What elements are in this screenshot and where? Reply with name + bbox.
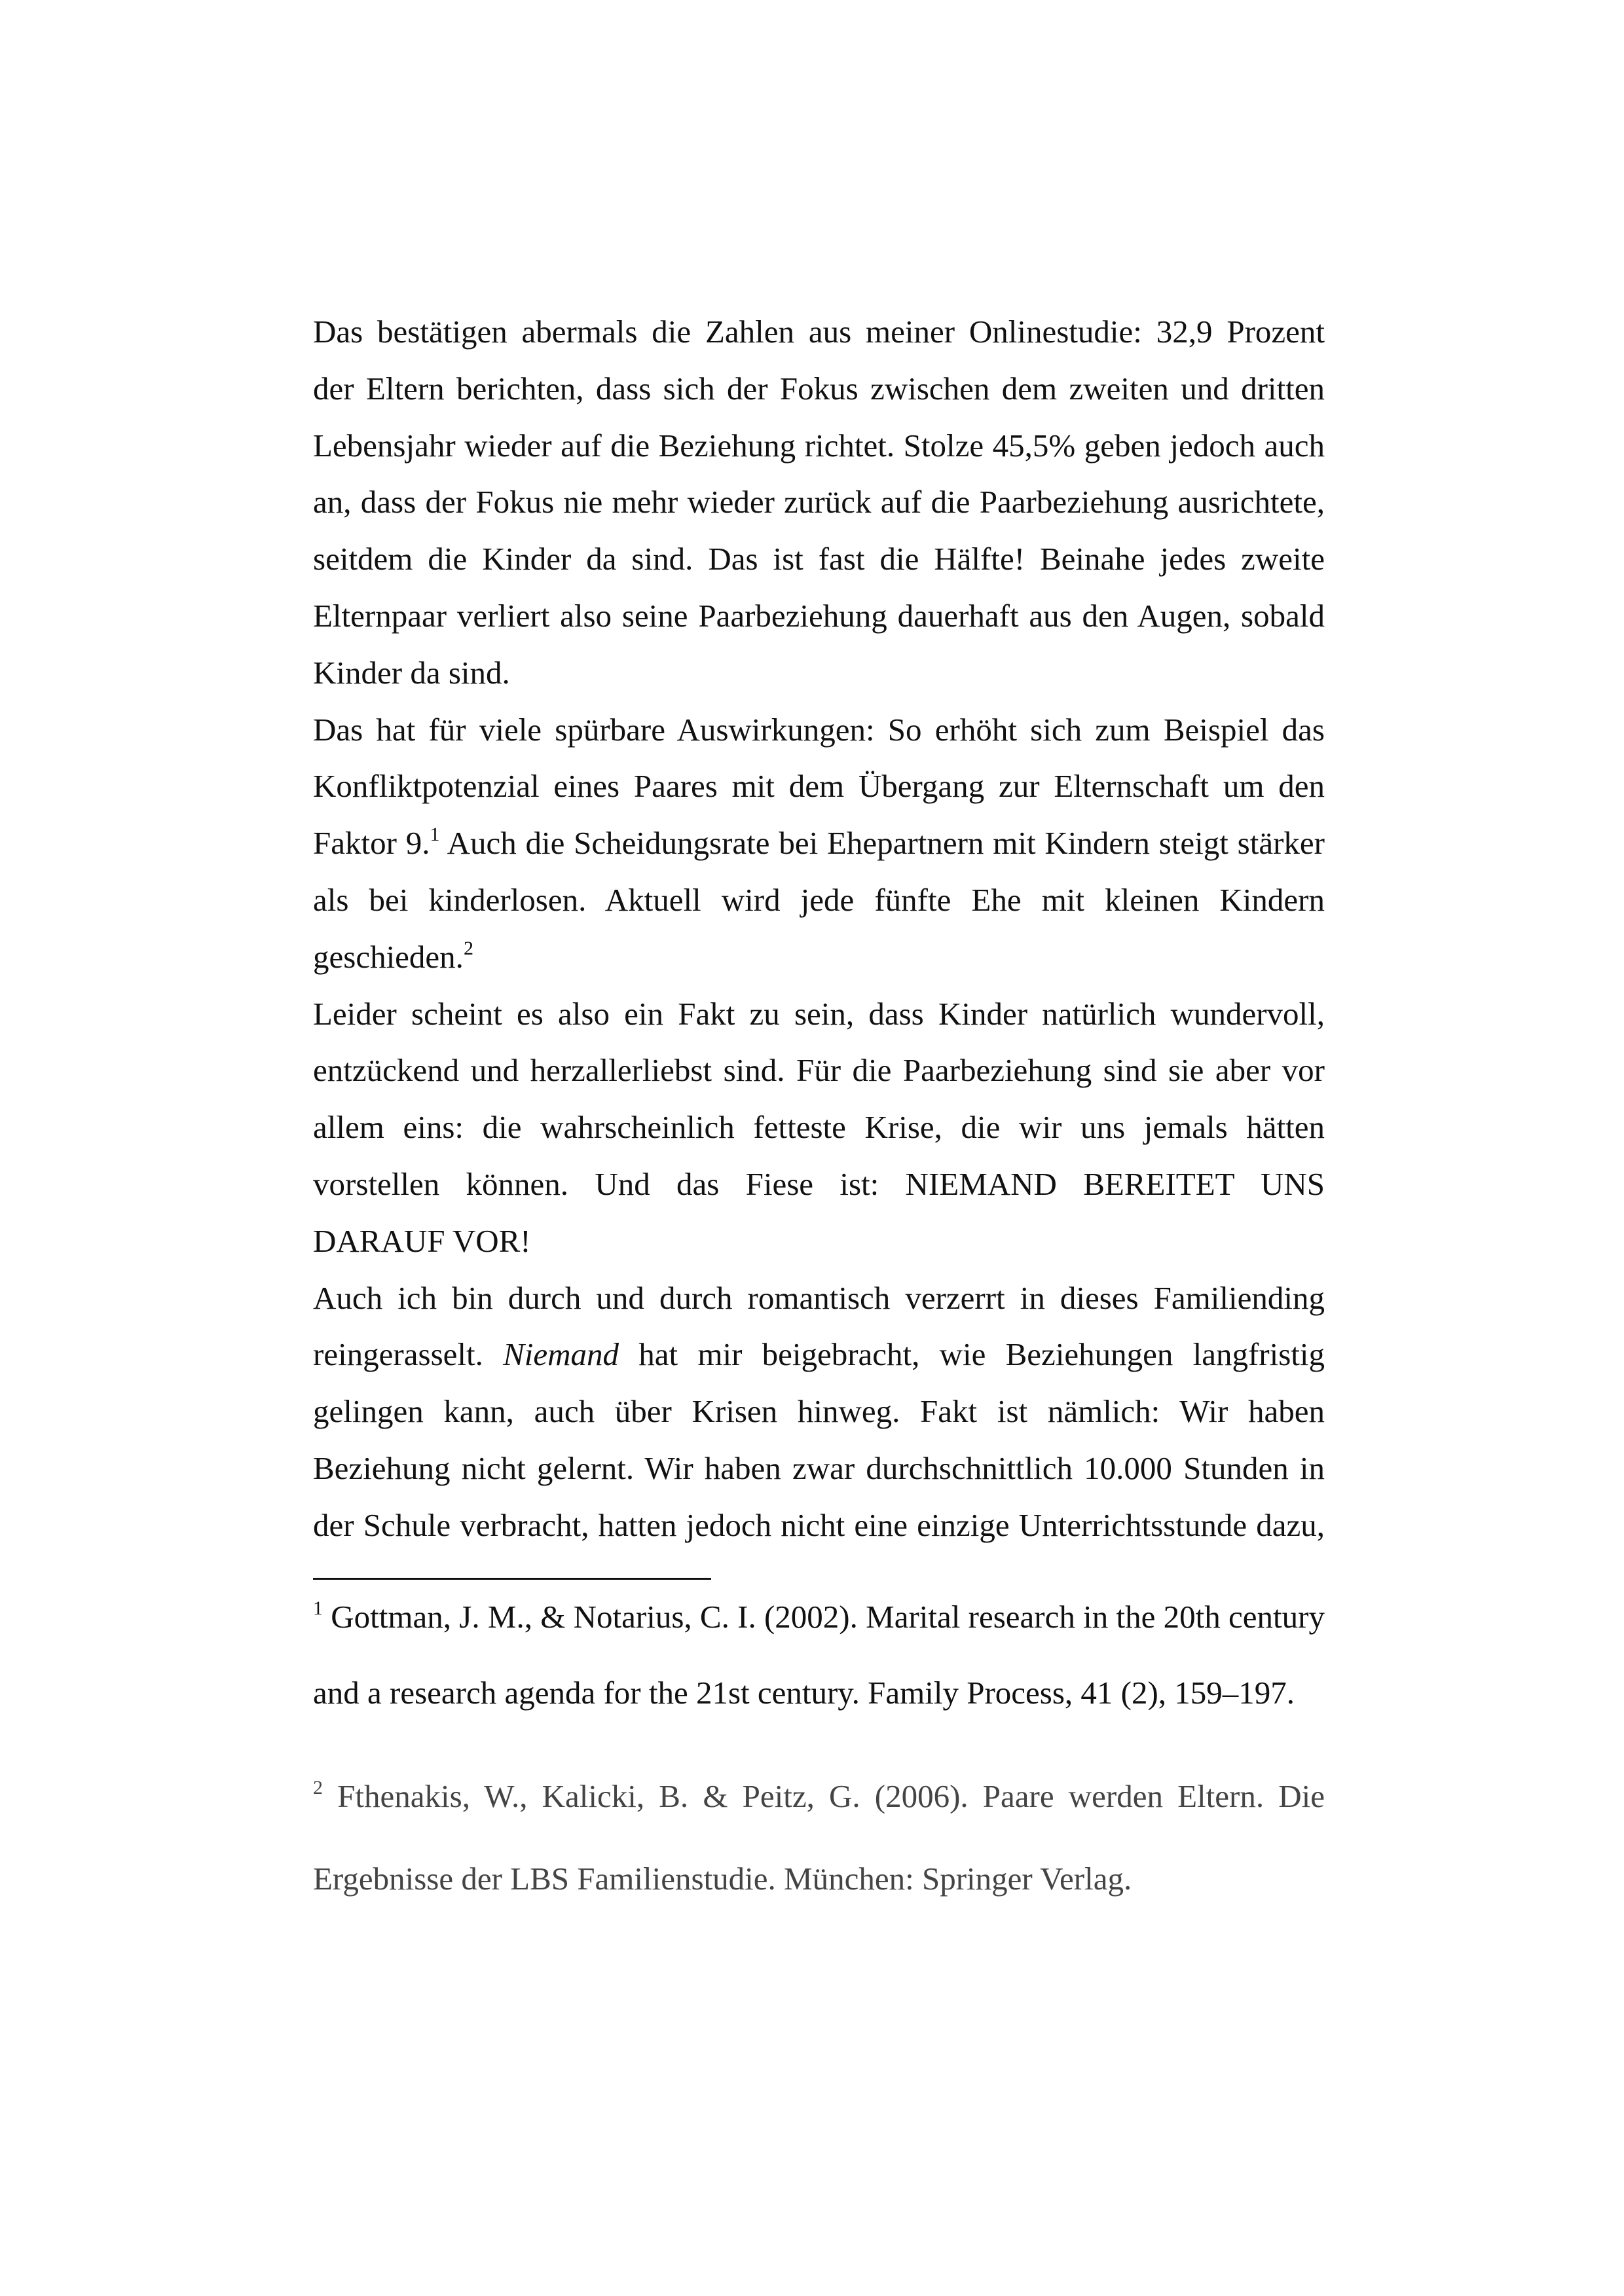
text-segment: DARAUF VOR! (313, 1222, 531, 1259)
text-line (313, 1042, 1325, 1099)
text-segment: Lebensjahr wieder auf die Beziehung richtet. Stolze 45,5% geben jedoch auch (313, 427, 1325, 464)
text-line (313, 588, 1325, 645)
footnote-1-text: Gottman, J. M., & Notarius, C. I. (2002). Marital research in the 20th century (331, 1599, 1325, 1635)
text-segment: Konfliktpotenzial eines Paares mit dem Übergang zur Elternschaft um den (313, 768, 1325, 805)
text-line (313, 702, 1325, 759)
text-segment: reingerasselt. (313, 1336, 504, 1373)
text-line (313, 1440, 1325, 1497)
text-segment: Elternpaar verliert also seine Paarbeziehung dauerhaft aus den Augen, sobald (313, 597, 1325, 634)
text-segment: Kinder da sind. (313, 654, 510, 691)
text-line (313, 1383, 1325, 1440)
text-line (313, 361, 1325, 418)
text-segment: entzückend und herzallerliebst sind. Für die Paarbeziehung sind sie aber vor (313, 1052, 1325, 1089)
footnote-2-text: Fthenakis, W., Kalicki, B. & Peitz, G. (2006). Paare werden Eltern. Die (337, 1778, 1325, 1814)
footnote-1-line-1 (313, 1597, 1325, 1637)
text-segment: Auch die Scheidungsrate bei Ehepartnern mit Kindern steigt stärker (439, 825, 1325, 862)
footnote-1-line-2: and a research agenda for the 21st century. Family Process, 41 (2), 159–197. (313, 1675, 1295, 1711)
text-segment: der Schule verbracht, hatten jedoch nicht eine einzige Unterrichtsstunde dazu, (313, 1506, 1325, 1543)
text-segment: allem eins: die wahrscheinlich fetteste Krise, die wir uns jemals hätten (313, 1109, 1325, 1146)
text-segment: Leider scheint es also ein Fakt zu sein, dass Kinder natürlich wundervoll, (313, 995, 1325, 1032)
body-text (313, 304, 1325, 1554)
text-line (313, 1099, 1325, 1156)
text-line (313, 645, 1325, 702)
text-line (313, 1326, 1325, 1383)
text-segment: hat mir beigebracht, wie Beziehungen langfristig (619, 1336, 1325, 1373)
text-line (313, 474, 1325, 531)
text-segment: seitdem die Kinder da sind. Das ist fast die Hälfte! Beinahe jedes zweite (313, 541, 1325, 577)
text-segment: Das hat für viele spürbare Auswirkungen: So erhöht sich zum Beispiel das (313, 711, 1325, 748)
text-segment: vorstellen können. Und das Fiese ist: NIEMAND BEREITET UNS (313, 1165, 1325, 1202)
footnote-2-line-1 (313, 1777, 1325, 1816)
text-line (313, 418, 1325, 475)
text-segment: als bei kinderlosen. Aktuell wird jede fünfte Ehe mit kleinen Kindern (313, 881, 1325, 918)
footnote-2-line-2: Ergebnisse der LBS Familienstudie. München: Springer Verlag. (313, 1861, 1132, 1897)
text-line (313, 531, 1325, 588)
text-line (313, 758, 1325, 815)
text-line (313, 304, 1325, 361)
emphasis-text: Niemand (503, 1336, 619, 1373)
footnote-1-number: 1 (313, 1597, 323, 1619)
text-segment: Beziehung nicht gelernt. Wir haben zwar durchschnittlich 10.000 Stunden in (313, 1449, 1325, 1486)
text-segment: geschieden. (313, 938, 464, 975)
text-line (313, 1213, 1325, 1270)
text-segment: Auch ich bin durch und durch romantisch verzerrt in dieses Familiending (313, 1279, 1325, 1316)
text-line (313, 815, 1325, 872)
text-segment: Das bestätigen abermals die Zahlen aus meiner Onlinestudie: 32,9 Prozent (313, 314, 1325, 350)
text-segment: an, dass der Fokus nie mehr wieder zurück auf die Paarbeziehung ausrichtete, (313, 484, 1325, 520)
text-line (313, 1270, 1325, 1327)
text-line (313, 872, 1325, 929)
text-segment: Faktor 9. (313, 825, 430, 862)
text-line (313, 1156, 1325, 1213)
footnote-reference: 1 (430, 824, 440, 846)
text-line (313, 929, 1325, 986)
footnote-2-number: 2 (313, 1777, 323, 1798)
text-line (313, 986, 1325, 1043)
text-segment: der Eltern berichten, dass sich der Fokus zwischen dem zweiten und dritten (313, 370, 1325, 407)
text-line (313, 1497, 1325, 1554)
text-segment: gelingen kann, auch über Krisen hinweg. Fakt ist nämlich: Wir haben (313, 1393, 1325, 1430)
footnote-separator (313, 1578, 711, 1580)
footnote-reference: 2 (463, 937, 473, 959)
